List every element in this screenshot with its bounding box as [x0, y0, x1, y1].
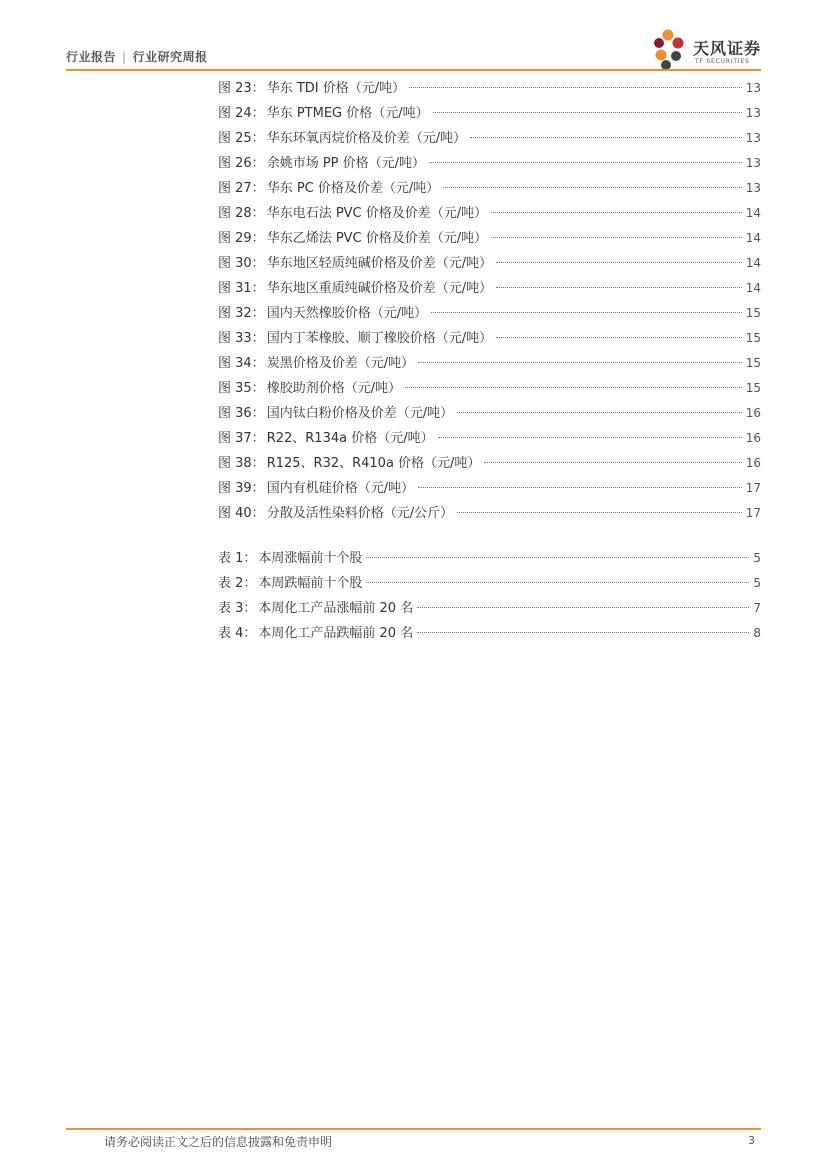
toc-leader-dots	[429, 162, 742, 163]
toc-figure-entry[interactable]	[218, 403, 761, 428]
toc-table-entry[interactable]	[218, 548, 761, 573]
toc-leader-dots	[431, 312, 742, 313]
toc-entry-title: 国内有机硅价格（元/吨）	[266, 481, 415, 496]
toc-leader-dots	[496, 287, 742, 288]
toc-figure-entry[interactable]	[218, 378, 761, 403]
toc-leader-dots	[366, 582, 749, 583]
toc-leader-dots	[418, 362, 742, 363]
toc-table-entry[interactable]	[218, 598, 761, 623]
toc-entry-page: 13	[745, 156, 761, 170]
figure-list	[218, 78, 761, 528]
toc-entry-title: 本周涨幅前十个股	[258, 551, 363, 566]
toc-leader-dots	[438, 437, 742, 438]
toc-entry-number: 图 39：	[218, 481, 265, 496]
toc-entry-page: 15	[745, 306, 761, 320]
toc-leader-dots	[409, 87, 742, 88]
toc-entry-number: 图 34：	[218, 356, 265, 371]
toc-entry-title: 华东地区重质纯碱价格及价差（元/吨）	[266, 281, 493, 296]
toc-entry-number: 图 38：	[218, 456, 265, 471]
toc-entry-page: 5	[753, 551, 761, 565]
toc-entry-number: 图 28：	[218, 206, 265, 221]
report-type-label: 行业报告	[66, 50, 117, 64]
toc-entry-title: 分散及活性染料价格（元/公斤）	[266, 506, 454, 521]
toc-entry-number: 表 2：	[218, 576, 257, 591]
logo-company-name: 天风证券	[693, 39, 762, 58]
toc-entry-title: 华东 PTMEG 价格（元/吨）	[266, 106, 429, 121]
toc-leader-dots	[366, 557, 749, 558]
toc-entry-page: 5	[753, 576, 761, 590]
toc-entry-title: 华东 TDI 价格（元/吨）	[266, 81, 406, 96]
toc-figure-entry[interactable]	[218, 503, 761, 528]
toc-table-entry[interactable]	[218, 573, 761, 598]
toc-figure-entry[interactable]	[218, 303, 761, 328]
toc-entry-title: 华东 PC 价格及价差（元/吨）	[266, 181, 440, 196]
toc-entry-number: 图 31：	[218, 281, 265, 296]
toc-table-entry[interactable]	[218, 623, 761, 648]
toc-entry-number: 图 24：	[218, 106, 265, 121]
toc-entry-page: 16	[745, 406, 761, 420]
toc-entry-number: 图 32：	[218, 306, 265, 321]
toc-entry-title: 本周跌幅前十个股	[258, 576, 363, 591]
toc-figure-entry[interactable]	[218, 78, 761, 103]
toc-entry-page: 15	[745, 381, 761, 395]
toc-entry-title: 炭黑价格及价差（元/吨）	[266, 356, 415, 371]
toc-leader-dots	[496, 262, 742, 263]
table-list	[218, 548, 761, 648]
toc-figure-entry[interactable]	[218, 178, 761, 203]
report-header	[66, 48, 208, 65]
toc-entry-page: 14	[745, 281, 761, 295]
toc-entry-page: 15	[745, 331, 761, 345]
toc-leader-dots	[457, 412, 742, 413]
toc-entry-title: R22、R134a 价格（元/吨）	[266, 431, 434, 446]
toc-figure-entry[interactable]	[218, 103, 761, 128]
toc-figure-entry[interactable]	[218, 228, 761, 253]
toc-figure-entry[interactable]	[218, 203, 761, 228]
header-divider	[66, 69, 761, 71]
toc-leader-dots	[457, 512, 742, 513]
toc-entry-number: 图 27：	[218, 181, 265, 196]
report-category-label: 行业研究周报	[132, 50, 208, 64]
toc-leader-dots	[433, 112, 742, 113]
company-logo	[651, 28, 771, 72]
toc-figure-entry[interactable]	[218, 353, 761, 378]
logo-company-subtitle: TF SECURITIES	[695, 58, 750, 65]
toc-entry-title: 华东环氧丙烷价格及价差（元/吨）	[266, 131, 467, 146]
toc-leader-dots	[443, 187, 741, 188]
toc-entry-title: 本周化工产品涨幅前 20 名	[258, 601, 414, 616]
toc-leader-dots	[496, 337, 742, 338]
toc-entry-number: 图 36：	[218, 406, 265, 421]
toc-entry-title: 余姚市场 PP 价格（元/吨）	[266, 156, 426, 171]
toc-entry-page: 14	[745, 256, 761, 270]
toc-entry-number: 表 1：	[218, 551, 257, 566]
toc-figure-entry[interactable]	[218, 453, 761, 478]
toc-figure-entry[interactable]	[218, 478, 761, 503]
toc-leader-dots	[405, 387, 742, 388]
toc-figure-entry[interactable]	[218, 328, 761, 353]
toc-entry-title: 华东地区轻质纯碱价格及价差（元/吨）	[266, 256, 493, 271]
page-number: 3	[748, 1134, 755, 1147]
toc-entry-number: 图 30：	[218, 256, 265, 271]
toc-entry-page: 17	[745, 506, 761, 520]
toc-entry-page: 14	[745, 231, 761, 245]
toc-entry-page: 17	[745, 481, 761, 495]
toc-entry-title: 国内钛白粉价格及价差（元/吨）	[266, 406, 454, 421]
toc-entry-page: 8	[753, 626, 761, 640]
toc-entry-title: 华东乙烯法 PVC 价格及价差（元/吨）	[266, 231, 488, 246]
toc-entry-number: 图 33：	[218, 331, 265, 346]
toc-leader-dots	[417, 607, 749, 608]
toc-entry-number: 图 37：	[218, 431, 265, 446]
toc-entry-title: 华东电石法 PVC 价格及价差（元/吨）	[266, 206, 488, 221]
toc-entry-page: 16	[745, 456, 761, 470]
toc-leader-dots	[418, 487, 742, 488]
toc-leader-dots	[417, 632, 749, 633]
toc-entry-page: 15	[745, 356, 761, 370]
footer-disclaimer: 请务必阅读正文之后的信息披露和免责申明	[104, 1135, 333, 1149]
toc-figure-entry[interactable]	[218, 153, 761, 178]
toc-entry-number: 表 3：	[218, 601, 257, 616]
section-gap	[218, 528, 761, 548]
toc-entry-title: 橡胶助剂价格（元/吨）	[266, 381, 402, 396]
toc-leader-dots	[491, 237, 742, 238]
toc-entry-number: 表 4：	[218, 626, 257, 641]
toc-figure-entry[interactable]	[218, 253, 761, 278]
toc-entry-number: 图 25：	[218, 131, 265, 146]
toc-entry-title: R125、R32、R410a 价格（元/吨）	[266, 456, 481, 471]
toc-leader-dots	[484, 462, 741, 463]
toc-entry-title: 国内天然橡胶价格（元/吨）	[266, 306, 428, 321]
toc-figure-entry[interactable]	[218, 428, 761, 453]
toc-entry-number: 图 26：	[218, 156, 265, 171]
toc-entry-number: 图 35：	[218, 381, 265, 396]
toc-entry-title: 本周化工产品跌幅前 20 名	[258, 626, 414, 641]
table-of-contents	[218, 78, 761, 648]
toc-entry-title: 国内丁苯橡胶、顺丁橡胶价格（元/吨）	[266, 331, 493, 346]
toc-entry-page: 16	[745, 431, 761, 445]
header-separator: |	[122, 50, 127, 64]
toc-entry-number: 图 23：	[218, 81, 265, 96]
toc-figure-entry[interactable]	[218, 128, 761, 153]
toc-entry-page: 7	[753, 601, 761, 615]
toc-entry-page: 13	[745, 106, 761, 120]
toc-figure-entry[interactable]	[218, 278, 761, 303]
toc-entry-page: 14	[745, 206, 761, 220]
toc-leader-dots	[491, 212, 742, 213]
footer-divider	[66, 1128, 761, 1130]
toc-entry-page: 13	[745, 131, 761, 145]
toc-entry-page: 13	[745, 81, 761, 95]
logo-flower-icon	[651, 28, 691, 72]
toc-entry-number: 图 29：	[218, 231, 265, 246]
toc-entry-number: 图 40：	[218, 506, 265, 521]
toc-entry-page: 13	[745, 181, 761, 195]
toc-leader-dots	[470, 137, 742, 138]
